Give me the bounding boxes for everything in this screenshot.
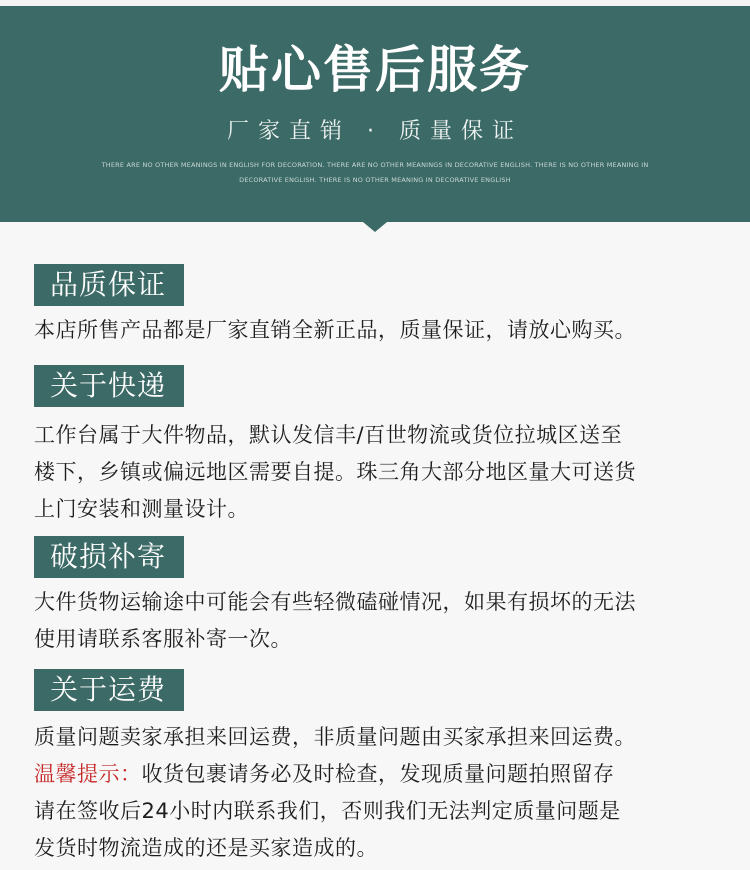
section-label-quality: 品质保证 <box>34 264 184 306</box>
section-text-freight-line-4: 发货时物流造成的还是买家造成的。 <box>34 836 378 860</box>
page-title: 贴心售后服务 <box>219 41 531 99</box>
section-shipping <box>34 365 724 528</box>
section-text-freight-line-1: 质量问题卖家承担来回运费，非质量问题由买家承担来回运费。 <box>34 725 636 749</box>
section-text-damage-line-1: 大件货物运输途中可能会有些轻微磕碰情况，如果有损坏的无法 <box>34 590 636 614</box>
header-top-border <box>0 0 750 6</box>
section-freight <box>34 669 724 867</box>
page-subtitle: 厂家直销 · 质量保证 <box>227 119 523 144</box>
warning-text: 收货包裹请务必及时检查，发现质量问题拍照留存 <box>141 762 615 786</box>
section-label-shipping: 关于快递 <box>34 365 184 407</box>
section-text-freight-line-2 <box>34 756 724 793</box>
section-text-damage-line-2: 使用请联系客服补寄一次。 <box>34 627 292 651</box>
section-label-damage: 破损补寄 <box>34 536 184 578</box>
section-damage <box>34 536 724 658</box>
decorative-fine-print: THERE ARE NO OTHER MEANINGS IN ENGLISH FOR DECORATION. THERE ARE NO OTHER MEANINGS IN DECORATIVE ENGLISH. THERE IS NO OTHER MEANING IN DECORATIVE ENGLISH. THERE IS NO OTHER MEANING IN DECORATIVE ENGLISH <box>101 161 649 184</box>
header-pointer <box>363 222 387 232</box>
section-text-quality-line-1: 本店所售产品都是厂家直销全新正品，质量保证，请放心购买。 <box>34 318 636 342</box>
section-text-shipping-line-3: 上门安装和测量设计。 <box>34 497 249 521</box>
section-text-shipping-line-2: 楼下，乡镇或偏远地区需要自提。珠三角大部分地区量大可送货 <box>34 460 636 484</box>
section-label-freight: 关于运费 <box>34 669 184 711</box>
section-text-shipping-line-1: 工作台属于大件物品，默认发信丰/百世物流或货位拉城区送至 <box>34 423 623 447</box>
section-quality <box>34 264 724 349</box>
header-banner <box>0 0 750 222</box>
warning-prefix: 温馨提示： <box>34 762 142 786</box>
section-text-freight-line-3: 请在签收后24小时内联系我们，否则我们无法判定质量问题是 <box>34 799 621 823</box>
